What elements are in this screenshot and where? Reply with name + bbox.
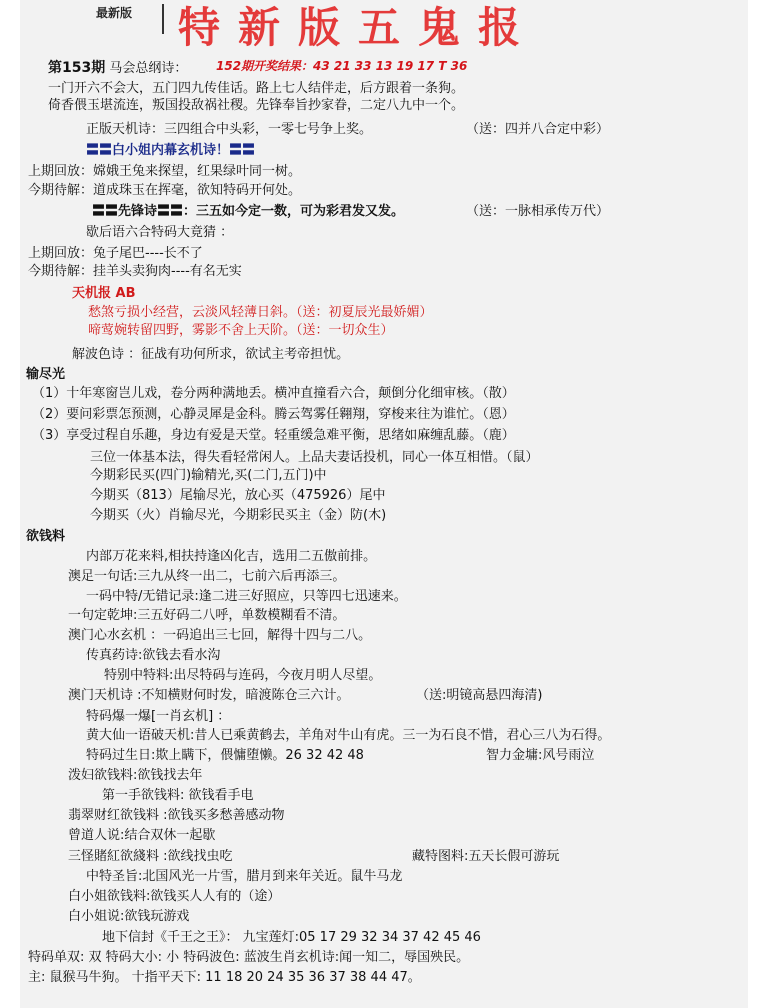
item-20: 地下信封《千王之王》： 九宝莲灯:05 17 29 32 34 37 42 45 46 (102, 930, 481, 945)
xiaojie-title: 〓〓白小姐内幕玄机诗！〓〓 (86, 143, 256, 158)
issue-label: 马会总纲诗： (109, 61, 188, 76)
section-title-2: 欲钱料 (26, 529, 66, 544)
section-title-1: 输尽光 (26, 367, 66, 382)
item-18: 白小姐欲钱料:欲钱买人人有的（途） (68, 889, 281, 904)
item-21: 特码单双: 双 特码大小: 小 特码波色: 蓝波生肖玄机诗:闻一知二，辱国殃民。 (28, 950, 470, 965)
review-1: 上期回放：嫦娥王兔来探望，红果绿叶同一树。 (28, 164, 302, 179)
zhengban-gift: （送：四并八合定中彩） (466, 122, 610, 137)
buy-line-3: 今期买（火）肖输尽光，今期彩民买主（金）防(木) (90, 508, 387, 523)
divider (162, 4, 164, 34)
review-2: 上期回放：兔子尾巴----长不了 (28, 246, 203, 261)
item-19: 白小姐说:欲钱玩游戏 (68, 909, 190, 924)
item-16b: 藏特图料:五天长假可游玩 (412, 849, 560, 864)
item-22: 主: 鼠猴马牛狗。 十指平天下: 11 18 20 24 35 36 37 38 44 47。 (28, 970, 421, 985)
item-11b: 智力金墉:风号雨泣 (486, 748, 595, 763)
pioneer-poem (92, 203, 404, 220)
item-9: 特码爆一爆[一肖玄机] ： (86, 709, 231, 724)
zhengban-poem: 正版天机诗：三四组合中头彩，一零七号争上奖。 (86, 122, 373, 137)
tianji-line-2: 啼莺婉转留四野，雾影不舍上天阶。（送：一切众生） (88, 323, 394, 338)
jiebo-poem: 解波色诗 ：征战有功何所求，欲试主考帝担忧。 (72, 347, 350, 362)
item-8-gift: （送:明镜高悬四海清) (416, 688, 543, 703)
item-2: 澳足一句话:三九从终一出二，七前六后再添三。 (68, 569, 346, 584)
xiehouyu-title: 歇后语六合特码大竟猜 ： (86, 225, 234, 240)
poem-line-1: 一门开六不会大，五门四九传佳话。路上七人结伴走，后方跟着一条狗。 (48, 81, 465, 96)
pioneer-text: 〓〓先锋诗〓〓：三五如今定一数，可为彩君发又发。 (92, 204, 405, 219)
pending-1: 今期待解：道成珠玉在挥毫，欲知特码开何处。 (28, 183, 302, 198)
tianji-line-1: 愁煞亏损小经营，云淡风轻薄日斜。（送：初夏辰光最娇媚） (88, 305, 433, 320)
pending-2: 今期待解：挂羊头卖狗肉----有名无实 (28, 264, 242, 279)
item-17: 中特圣旨:北国风光一片雪，腊月到来年关近。鼠牛马龙 (86, 869, 403, 884)
sanwei-line: 三位一体基本法，得失看轻常闲人。上品夫妻话投机，同心一体互相惜。（鼠） (90, 450, 539, 465)
newspaper-title: 特新版五鬼报 (178, 3, 539, 52)
pioneer-gift: （送：一脉相承传万代） (466, 204, 610, 219)
item-4: 一句定乾坤:三五好码二八呼，单数模糊看不清。 (68, 608, 346, 623)
numbered-1: （1）十年寒窗岂儿戏，卷分两种满地丢。横冲直撞看六合，颠倒分化细审核。（散） (32, 386, 515, 401)
item-13: 第一手欲钱料: 欲钱看手电 (102, 788, 254, 803)
item-10: 黄大仙一语破天机:昔人已乘黄鹤去，羊角对牛山有虎。三一为石良不惜，君心三八为石得。 (86, 728, 611, 743)
numbered-3: （3）享受过程自乐趣，身边有爱是天堂。轻重缓急难平衡，思绪如麻缠乱藤。（鹿） (32, 428, 515, 443)
item-14: 翡翠财红欲钱料 :欲钱买多愁善感动物 (68, 808, 285, 823)
item-11: 特码过生日:欺上瞒下，偎慵堕懒。26 32 42 48 (86, 748, 364, 763)
item-8: 澳门天机诗 :不知横财何时发，暗渡陈仓三六计。 (68, 688, 350, 703)
item-16: 三怪賭紅欲綫料 :欲线找虫吃 (68, 849, 233, 864)
draw-result: 152期开奖结果：43 21 33 13 19 17 T 36 (216, 59, 468, 73)
issue-line (48, 60, 187, 77)
buy-line-2: 今期买（813）尾输尽光，放心买（475926）尾中 (90, 488, 386, 503)
buy-line-1: 今期彩民买(四门)输精光,买(二门,五门)中 (90, 468, 327, 483)
item-5: 澳门心水玄机 ：一码追出三七回，解得十四与二八。 (68, 628, 372, 643)
tianji-title: 天机报 AB (72, 286, 136, 301)
item-3: 一码中特/无错记录:逢二进三好照应，只等四七迅速来。 (86, 589, 407, 604)
numbered-2: （2）要问彩票怎预测，心静灵犀是金科。腾云驾雾任翱翔，穿梭来往为谁忙。（恩） (32, 407, 515, 422)
item-12: 泼妇欲钱料:欲钱找去年 (68, 768, 203, 783)
newspaper-sheet (20, 0, 748, 1008)
issue-number: 第153期 (48, 60, 106, 76)
edition-label: 最新版 (96, 6, 133, 20)
item-6: 传真药诗:欲钱去看水沟 (86, 648, 221, 663)
item-1: 内部万花来料,相扶持逢凶化吉，选用二五傲前排。 (86, 549, 377, 564)
poem-line-2: 倚香偎玉堪流连，叛国投敌祸社稷。先锋奉旨抄家眷，二定八九中一个。 (48, 98, 465, 113)
item-15: 曾道人说:结合双休一起歇 (68, 828, 216, 843)
item-7: 特别中特料:出尽特码与连码，今夜月明人尽望。 (104, 668, 382, 683)
